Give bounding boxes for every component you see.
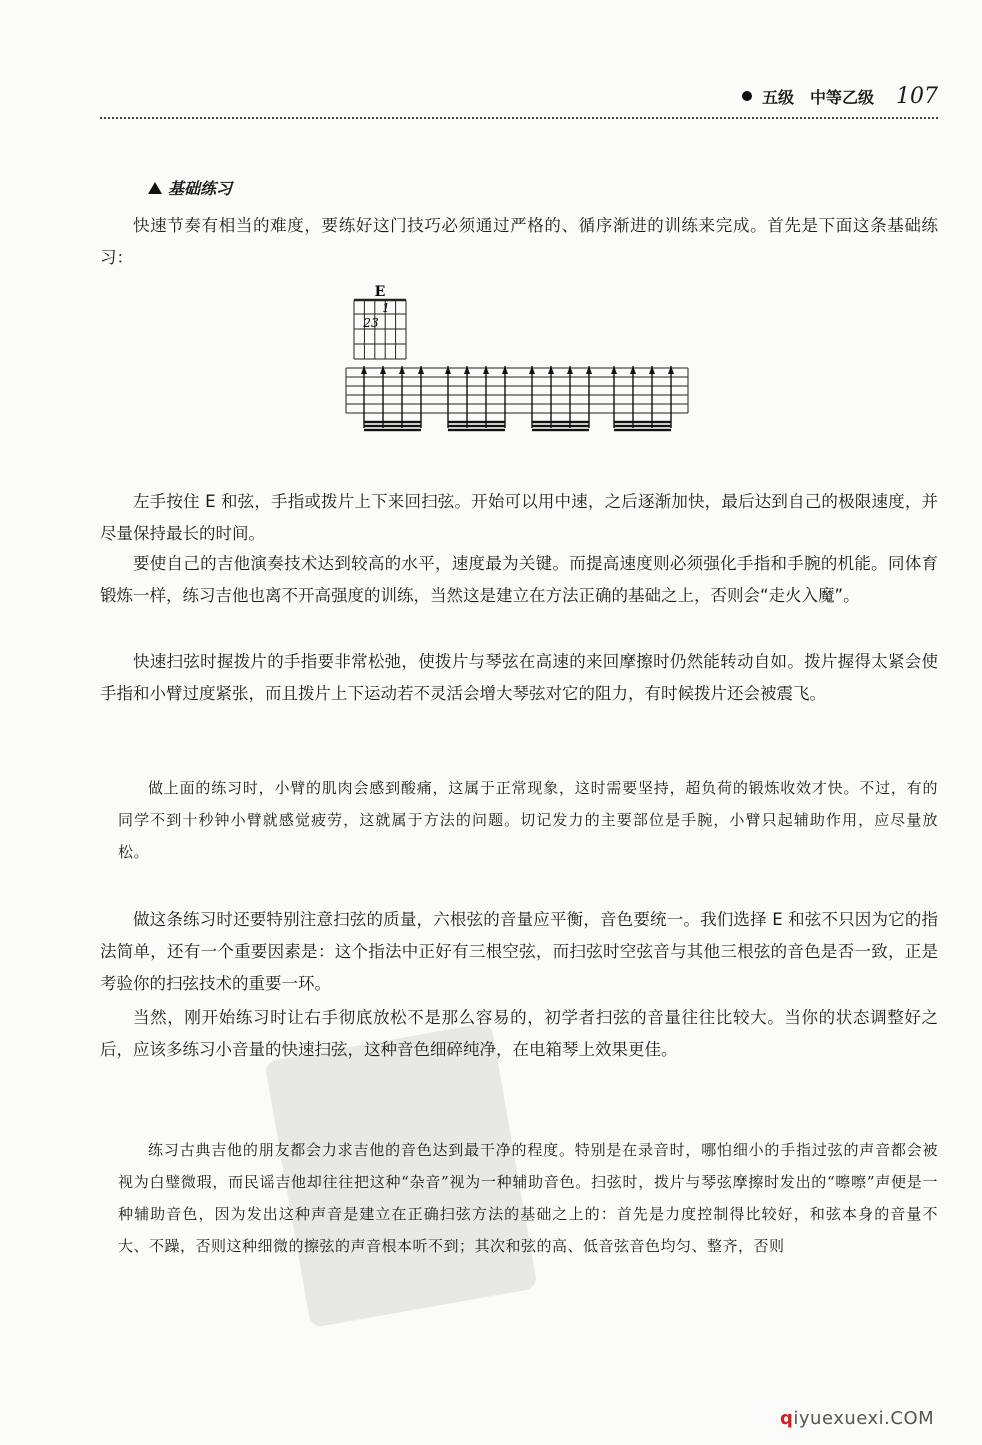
page-number: 107 xyxy=(896,83,938,109)
paragraph-5: 做这条练习时还要特别注意扫弦的质量，六根弦的音量应平衡，音色要统一。我们选择 E 和弦不只因为它的指法简单，还有一个重要因素是：这个指法中正好有三根空弦，而扫弦时空弦音与其他三根弦的音色是否一致，正是考验你的扫弦技术的重要一环。 xyxy=(100,910,938,993)
header-grade: 中等乙级 xyxy=(809,87,874,107)
chord-finger-23: 23 xyxy=(363,316,379,330)
arrow-head-icon xyxy=(567,366,573,374)
chord-name: E xyxy=(374,284,386,300)
page-header xyxy=(100,78,938,114)
note-1: 做上面的练习时，小臂的肌肉会感到酸痛，这属于正常现象，这时需要坚持，超负荷的锻炼收效才快。不过，有的同学不到十秒钟小臂就感觉疲劳，这就属于方法的问题。切记发力的主要部位是手腕，小臂只起辅助作用，应尽量放松。 xyxy=(118,779,938,861)
beam xyxy=(448,421,505,423)
arrow-head-icon xyxy=(630,366,636,374)
arrow-head-icon xyxy=(668,366,674,374)
chord-finger-1: 1 xyxy=(382,301,390,315)
arrow-head-icon xyxy=(586,366,592,374)
paragraph-intro: 快速节奏有相当的难度，要练好这门技巧必须通过严格的、循序渐进的训练来完成。首先是下面这条基础练习： xyxy=(100,216,938,267)
arrow-head-icon xyxy=(649,366,655,374)
beam xyxy=(532,429,589,431)
note-2: 练习古典吉他的朋友都会力求吉他的音色达到最干净的程度。特别是在录音时，哪怕细小的手指过弦的声音都会被视为白璧微瑕，而民谣吉他却往往把这种“杂音”视为一种辅助音色。扫弦时，拨片与琴弦摩擦时发出的“嚓嚓”声便是一种辅助音色，因为发出这种声音是建立在正确扫弦方法的基础之上的：首先是力度控制得比较好，和弦本身的音量不大、不躁，否则这种细微的擦弦的声音根本听不到；其次和弦的高、低音弦音色均匀、整齐，否则 xyxy=(118,1141,938,1255)
tab-staff xyxy=(346,368,688,413)
beam xyxy=(614,421,671,423)
arrow-head-icon xyxy=(611,366,617,374)
arrow-head-icon xyxy=(445,366,451,374)
arrow-head-icon xyxy=(548,366,554,374)
bullet-dot-icon xyxy=(742,91,752,101)
triangle-icon xyxy=(148,182,162,194)
arrow-head-icon xyxy=(464,366,470,374)
strum-strokes xyxy=(361,366,674,431)
paragraph-2: 左手按住 E 和弦，手指或拨片上下来回扫弦。开始可以用中速，之后逐渐加快，最后达到自己的极限速度，并尽量保持最长的时间。 xyxy=(100,492,938,543)
chord-grid xyxy=(354,300,406,359)
beam xyxy=(448,429,505,431)
beam xyxy=(614,429,671,431)
beam xyxy=(532,425,589,427)
arrow-head-icon xyxy=(418,366,424,374)
strum-diagram xyxy=(340,282,692,440)
paragraph-4: 快速扫弦时握拨片的手指要非常松弛，使拨片与琴弦在高速的来回摩擦时仍然能转动自如。拨片握得太紧会使手指和小臂过度紧张，而且拨片上下运动若不灵活会增大琴弦对它的阻力，有时候拨片还会被震飞。 xyxy=(100,652,938,703)
arrow-head-icon xyxy=(399,366,405,374)
arrow-head-icon xyxy=(361,366,367,374)
site-watermark: qiyuexuexi.COM xyxy=(780,1408,935,1429)
header-level: 五级 xyxy=(761,87,794,107)
section-title-text: 基础练习 xyxy=(168,179,233,198)
beam xyxy=(364,421,421,423)
arrow-head-icon xyxy=(380,366,386,374)
paragraph-6: 当然，刚开始练习时让右手彻底放松不是那么容易的，初学者扫弦的音量往往比较大。当你的状态调整好之后，应该多练习小音量的快速扫弦，这种音色细碎纯净，在电箱琴上效果更佳。 xyxy=(100,1008,938,1059)
beam xyxy=(448,425,505,427)
beam xyxy=(364,425,421,427)
paragraph-3: 要使自己的吉他演奏技术达到较高的水平，速度最为关键。而提高速度则必须强化手指和手腕的机能。同体育锻炼一样，练习吉他也离不开高强度的训练，当然这是建立在方法正确的基础之上，否则会“走火入魔”。 xyxy=(100,554,938,605)
arrow-head-icon xyxy=(529,366,535,374)
arrow-head-icon xyxy=(502,366,508,374)
section-title xyxy=(148,176,232,199)
header-rule xyxy=(100,117,938,119)
arrow-head-icon xyxy=(483,366,489,374)
beam xyxy=(614,425,671,427)
beam xyxy=(364,429,421,431)
beam xyxy=(532,421,589,423)
